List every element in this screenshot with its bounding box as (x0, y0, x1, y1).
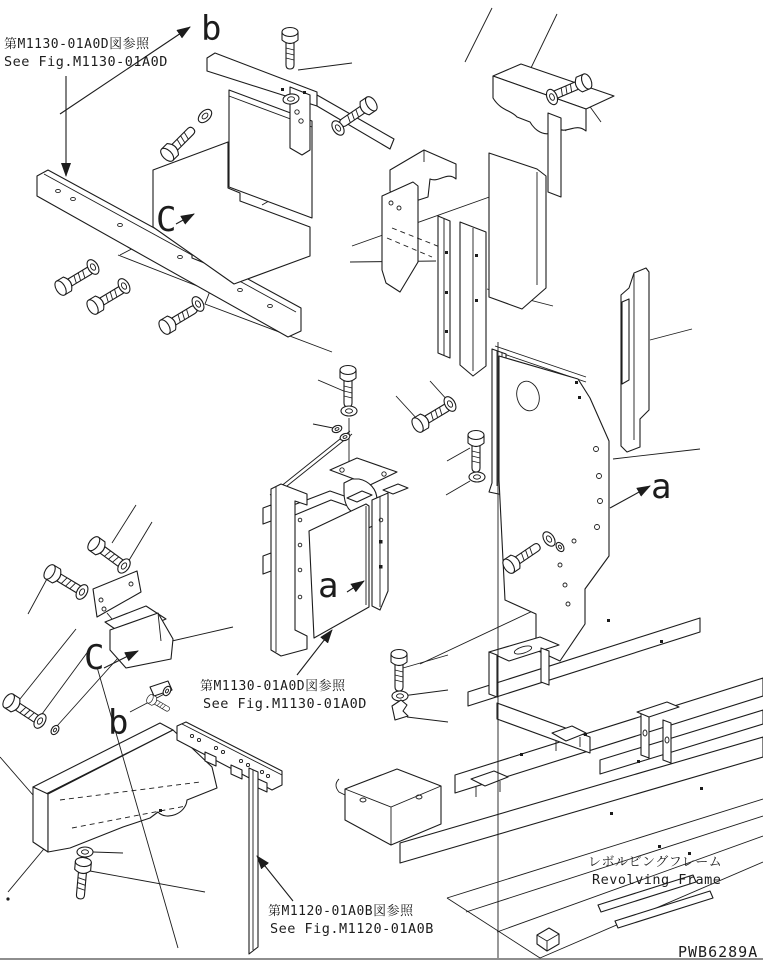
figure-code: PWB6289A (678, 943, 759, 961)
lower-bracket-assembly (93, 571, 173, 696)
frame-label-jp: レボルビングフレーム (588, 855, 723, 870)
upper-right-panel (489, 153, 546, 309)
washer (49, 724, 60, 736)
washer (341, 406, 357, 416)
bolt (282, 28, 298, 70)
section-marker-c-lower: C (84, 638, 105, 678)
washer (392, 691, 408, 701)
section-marker-a-center: a (318, 566, 339, 606)
lock-washer (331, 424, 343, 434)
washer (469, 472, 485, 482)
center-strip-panels (382, 182, 486, 376)
bolt (145, 693, 171, 714)
ref-top-left-jp: 第M1130-01A0D図参照 (4, 37, 150, 52)
section-marker-b-lower: b (108, 703, 129, 743)
bolt (468, 431, 484, 473)
vertical-strip (249, 768, 258, 954)
ref-bottom-en: See Fig.M1120-01A0B (270, 921, 434, 937)
frame-label-en: Revolving Frame (592, 872, 722, 888)
section-marker-c-upper: C (156, 200, 177, 240)
bolt (391, 650, 407, 692)
ref-bottom-jp: 第M1120-01A0B図参照 (268, 904, 414, 919)
ref-top-left-en: See Fig.M1130-01A0D (4, 54, 168, 70)
washer (77, 847, 93, 857)
bolt (72, 857, 92, 900)
clip (392, 700, 408, 720)
upper-cover-assembly (153, 53, 394, 284)
section-marker-b-top: b (201, 9, 222, 49)
large-side-panel (489, 346, 609, 661)
ref-center-jp: 第M1130-01A0D図参照 (200, 679, 346, 694)
stray-dot (6, 897, 9, 900)
washer (196, 107, 214, 125)
ref-center-en: See Fig.M1130-01A0D (203, 696, 367, 712)
right-strip-panel (621, 268, 649, 452)
bolt (340, 366, 356, 408)
section-marker-a-right: a (651, 467, 672, 507)
